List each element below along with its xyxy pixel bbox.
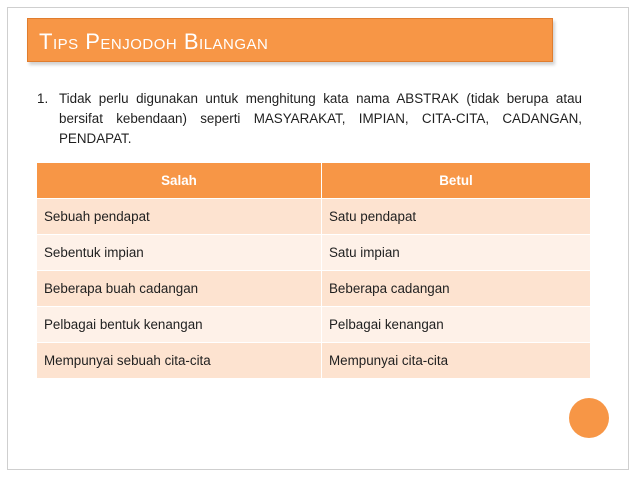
table-row — [37, 307, 590, 343]
cell-betul: Mempunyai cita-cita — [322, 343, 591, 379]
bullet-text: Tidak perlu digunakan untuk menghitung kata nama ABSTRAK (tidak berupa atau bersifat kebendaan) seperti MASYARAKAT, IMPIAN, CITA-CITA, CADANGAN, PENDAPAT. — [59, 91, 582, 146]
cell-betul: Pelbagai kenangan — [322, 307, 591, 343]
title-bar — [27, 18, 553, 62]
bullet-point — [37, 89, 582, 149]
table-row — [37, 235, 590, 271]
slide-title: Tips Penjodoh Bilangan — [39, 29, 269, 54]
cell-betul: Satu pendapat — [322, 199, 591, 235]
cell-betul: Satu impian — [322, 235, 591, 271]
table-row — [37, 343, 590, 379]
cell-salah: Sebentuk impian — [37, 235, 322, 271]
table-row — [37, 199, 590, 235]
decorative-circle — [569, 398, 609, 438]
cell-salah: Pelbagai bentuk kenangan — [37, 307, 322, 343]
comparison-table — [37, 163, 590, 378]
header-betul: Betul — [322, 163, 591, 199]
cell-salah: Sebuah pendapat — [37, 199, 322, 235]
cell-salah: Beberapa buah cadangan — [37, 271, 322, 307]
table-row — [37, 271, 590, 307]
cell-salah: Mempunyai sebuah cita-cita — [37, 343, 322, 379]
header-salah: Salah — [37, 163, 322, 199]
table-header-row — [37, 163, 590, 199]
bullet-number: 1. — [37, 91, 49, 106]
cell-betul: Beberapa cadangan — [322, 271, 591, 307]
